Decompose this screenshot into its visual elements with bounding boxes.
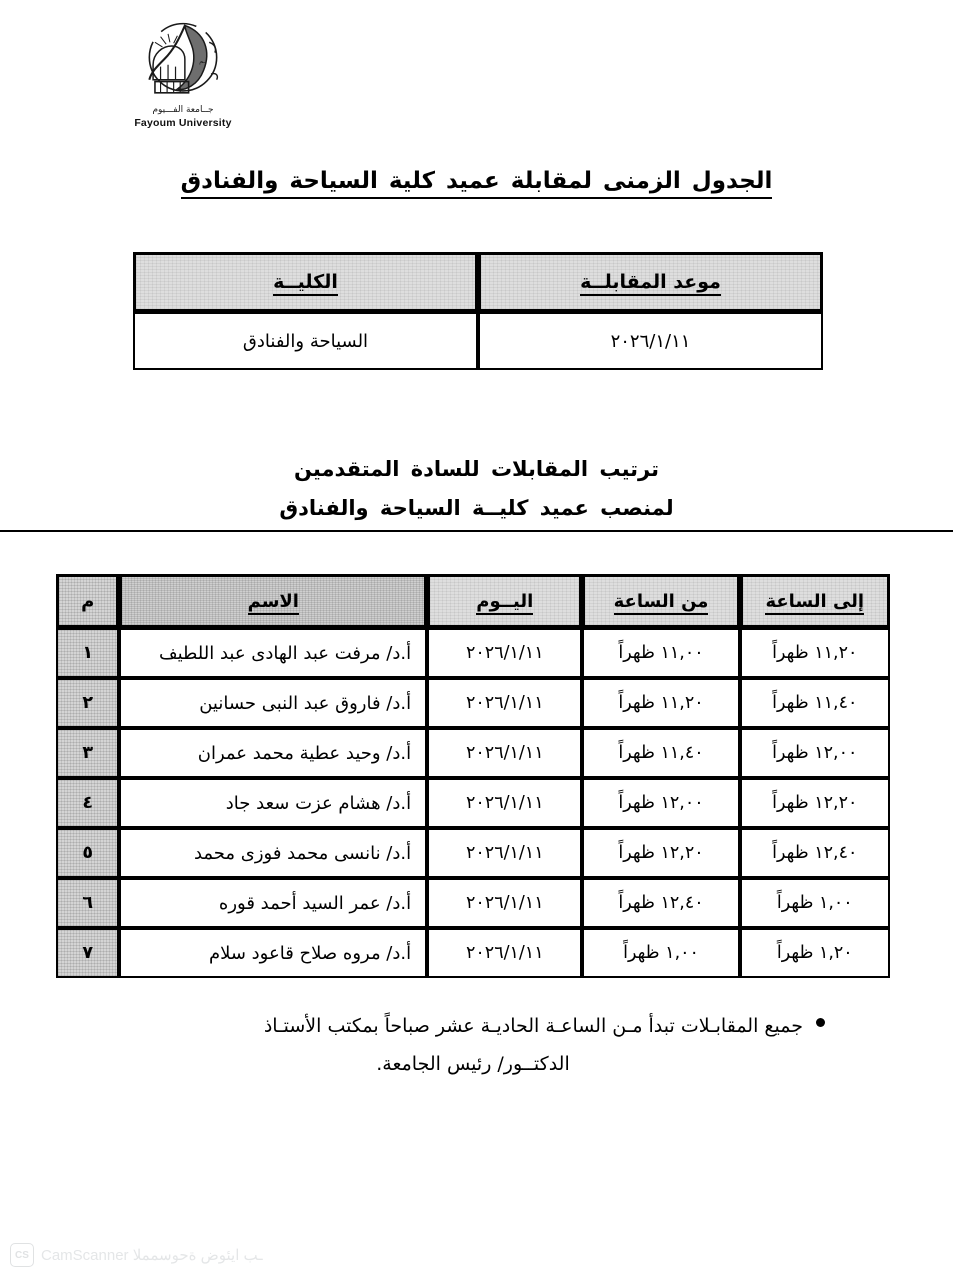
footnote-line-2: الدكتــور/ رئيس الجامعة. [376, 1053, 570, 1076]
bullet-icon [816, 1018, 825, 1027]
cell-from: ١١,٠٠ ظهراً [582, 628, 739, 678]
cell-day: ٢٠٢٦/١/١١ [427, 828, 582, 878]
cell-sn: ٥ [56, 828, 119, 878]
cell-to: ١,٢٠ ظهراً [740, 928, 890, 978]
header-to-time-label: إلى الساعة [765, 591, 864, 615]
cell-from: ١١,٤٠ ظهراً [582, 728, 739, 778]
cell-sn: ٧ [56, 928, 119, 978]
cell-day: ٢٠٢٦/١/١١ [427, 928, 582, 978]
cell-to: ١١,٢٠ ظهراً [740, 628, 890, 678]
header-serial-label: م [81, 590, 95, 612]
cell-faculty: السياحة والفنادق [133, 312, 478, 370]
header-name [119, 574, 427, 628]
page-title-text: الجدول الزمنى لمقابلة عميد كلية السياحة والفنادق [181, 168, 773, 199]
table-header-row [56, 574, 890, 628]
table-row [56, 778, 890, 828]
cell-from: ١٢,٤٠ ظهراً [582, 878, 739, 928]
cell-to: ١,٠٠ ظهراً [740, 878, 890, 928]
header-from-time [582, 574, 739, 628]
cell-name: أ.د/ هشام عزت سعد جاد [119, 778, 427, 828]
table-row [133, 312, 823, 370]
footnote [143, 1008, 803, 1082]
cell-day: ٢٠٢٦/١/١١ [427, 678, 582, 728]
faculty-info-table [133, 252, 823, 370]
header-serial [56, 574, 119, 628]
footnote-line-1: جميع المقابـلات تبدأ مـن الساعـة الحاديـة عشر صباحاً بمكتب الأستـاذ [263, 1015, 803, 1037]
camscanner-watermark [10, 1243, 263, 1267]
table-row [56, 928, 890, 978]
header-name-label: الاسم [248, 591, 299, 615]
fayoum-university-crest-icon [135, 18, 231, 104]
cell-interview-date: ٢٠٢٦/١/١١ [478, 312, 823, 370]
cell-day: ٢٠٢٦/١/١١ [427, 778, 582, 828]
subtitle-line-1: ترتيب المقابلات للسادة المتقدمين [293, 457, 659, 481]
cell-to: ١٢,٢٠ ظهراً [740, 778, 890, 828]
header-interview-date-label: موعد المقابلــة [580, 271, 721, 296]
cell-sn: ٣ [56, 728, 119, 778]
cell-name: أ.د/ مروه صلاح قاعود سلام [119, 928, 427, 978]
university-logo [128, 18, 238, 129]
cell-from: ١٢,٠٠ ظهراً [582, 778, 739, 828]
logo-name-english: Fayoum University [134, 117, 232, 129]
cell-day: ٢٠٢٦/١/١١ [427, 878, 582, 928]
header-faculty [133, 252, 478, 312]
table-header-row [133, 252, 823, 312]
interview-schedule-table [56, 574, 890, 978]
page-title [0, 168, 953, 194]
camscanner-text: CamScanner ـب ايئوض ةحوسمملا [41, 1247, 263, 1264]
cell-day: ٢٠٢٦/١/١١ [427, 628, 582, 678]
cell-to: ١١,٤٠ ظهراً [740, 678, 890, 728]
cell-name: أ.د/ وحيد عطية محمد عمران [119, 728, 427, 778]
header-to-time [740, 574, 890, 628]
table-row [56, 728, 890, 778]
cell-from: ١,٠٠ ظهراً [582, 928, 739, 978]
cell-from: ١١,٢٠ ظهراً [582, 678, 739, 728]
table-row [56, 628, 890, 678]
table-row [56, 828, 890, 878]
cell-name: أ.د/ عمر السيد أحمد قوره [119, 878, 427, 928]
table-row [56, 678, 890, 728]
section-subtitle [0, 450, 953, 532]
svg-text:ـم: ـم [199, 56, 206, 65]
cell-to: ١٢,٠٠ ظهراً [740, 728, 890, 778]
cell-sn: ٦ [56, 878, 119, 928]
cell-to: ١٢,٤٠ ظهراً [740, 828, 890, 878]
header-faculty-label: الكليــة [273, 271, 338, 296]
cell-from: ١٢,٢٠ ظهراً [582, 828, 739, 878]
cell-name: أ.د/ نانسى محمد فوزى محمد [119, 828, 427, 878]
cell-sn: ٢ [56, 678, 119, 728]
cell-sn: ٤ [56, 778, 119, 828]
header-day [427, 574, 582, 628]
subtitle-line-2: لمنصب عميد كليــة السياحة والفنادق [0, 489, 953, 532]
table-row [56, 878, 890, 928]
cell-name: أ.د/ فاروق عبد النبى حسانين [119, 678, 427, 728]
header-day-label: اليــوم [476, 591, 533, 615]
camscanner-badge-icon: CS [10, 1243, 34, 1267]
logo-name-arabic: جــامعة الفـــيوم [152, 105, 214, 115]
cell-sn: ١ [56, 628, 119, 678]
cell-day: ٢٠٢٦/١/١١ [427, 728, 582, 778]
header-from-time-label: من الساعة [614, 591, 709, 615]
cell-name: أ.د/ مرفت عبد الهادى عبد اللطيف [119, 628, 427, 678]
header-interview-date [478, 252, 823, 312]
